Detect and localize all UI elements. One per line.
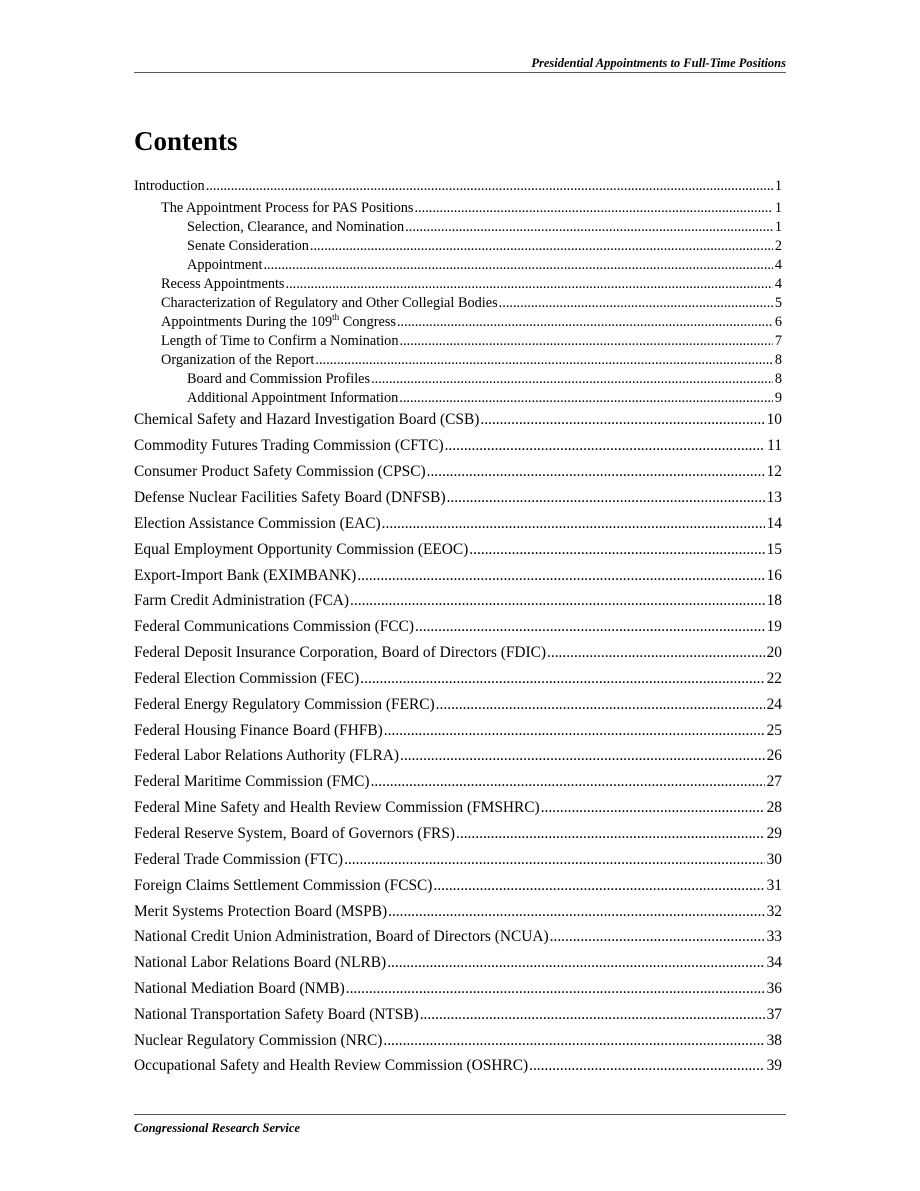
toc-entry-title-text: Congress: [339, 314, 396, 330]
toc-entry-page: 24: [766, 696, 782, 713]
toc-entry-csb[interactable]: [134, 410, 782, 430]
toc-entry-title: Federal Trade Commission (FTC): [134, 851, 344, 868]
toc-entry-title: National Labor Relations Board (NLRB): [134, 954, 387, 971]
toc-entry-frs[interactable]: [134, 824, 782, 844]
toc-entry-ncua[interactable]: [134, 927, 782, 947]
toc-entry-title-text: Appointments During the 109: [161, 314, 333, 330]
toc-entry-ntsb[interactable]: [134, 1005, 782, 1025]
dot-leader: [529, 1056, 765, 1076]
dot-leader: [387, 953, 764, 973]
toc-entry-nrc[interactable]: [134, 1031, 782, 1051]
toc-entry-mspb[interactable]: [134, 902, 782, 922]
dot-leader: [399, 389, 773, 407]
toc-entry-fmc[interactable]: [134, 772, 782, 792]
dot-leader: [456, 824, 765, 844]
dot-leader: [310, 237, 773, 255]
toc-entry-time-to-confirm[interactable]: [161, 332, 782, 350]
toc-entry-additional-info[interactable]: [187, 389, 782, 407]
dot-leader: [371, 772, 765, 792]
dot-leader: [388, 902, 765, 922]
dot-leader: [384, 721, 765, 741]
dot-leader: [469, 540, 764, 560]
toc-entry-cftc[interactable]: [134, 436, 782, 456]
toc-entry-page: 19: [766, 618, 782, 635]
toc-entry-page: 1: [774, 178, 782, 194]
toc-entry-ftc[interactable]: [134, 850, 782, 870]
toc-entry-appointment[interactable]: [187, 256, 782, 274]
toc-entry-ferc[interactable]: [134, 695, 782, 715]
dot-leader: [286, 275, 773, 293]
toc-entry-page: 34: [766, 954, 782, 971]
toc-entry-page: 38: [766, 1032, 782, 1049]
toc-entry-page: 4: [774, 276, 782, 292]
running-footer: Congressional Research Service: [134, 1121, 300, 1135]
toc-entry-page: 28: [766, 799, 782, 816]
toc-entry-title: Organization of the Report: [161, 352, 315, 368]
toc-entry-flra[interactable]: [134, 746, 782, 766]
toc-entry-title: Recess Appointments: [161, 276, 285, 292]
toc-entry-page: 4: [774, 257, 782, 273]
dot-leader: [405, 218, 773, 236]
toc-entry-fhfb[interactable]: [134, 721, 782, 741]
toc-entry-page: 11: [767, 437, 782, 454]
dot-leader: [436, 695, 765, 715]
toc-entry-title: Federal Labor Relations Authority (FLRA): [134, 747, 400, 764]
toc-entry-collegial-bodies[interactable]: [161, 294, 782, 312]
toc-entry-title: Federal Housing Finance Board (FHFB): [134, 722, 383, 739]
toc-entry-eximbank[interactable]: [134, 566, 782, 586]
toc-entry-page: 30: [766, 851, 782, 868]
toc-entry-fmshrc[interactable]: [134, 798, 782, 818]
toc-entry-fca[interactable]: [134, 591, 782, 611]
dot-leader: [382, 514, 765, 534]
toc-entry-page: 10: [766, 411, 782, 428]
toc-entry-page: 8: [774, 352, 782, 368]
toc-entry-title: National Transportation Safety Board (NTSB): [134, 1006, 419, 1023]
dot-leader: [315, 351, 772, 369]
dot-leader: [206, 177, 773, 195]
toc-entry-title: Federal Mine Safety and Health Review Commission (FMSHRC): [134, 799, 540, 816]
toc-entry-page: 6: [774, 314, 782, 330]
toc-entry-page: 1: [774, 219, 782, 235]
dot-leader: [447, 488, 765, 508]
toc-entry-title: Consumer Product Safety Commission (CPSC): [134, 463, 426, 480]
toc-entry-page: 25: [766, 722, 782, 739]
dot-leader: [344, 850, 765, 870]
toc-entry-selection-clearance[interactable]: [187, 218, 782, 236]
toc-entry-title: Federal Reserve System, Board of Governors (FRS): [134, 825, 456, 842]
dot-leader: [433, 876, 764, 896]
toc-entry-title: The Appointment Process for PAS Positions: [161, 200, 414, 216]
ordinal-suffix: th: [332, 312, 340, 322]
toc-entry-page: 27: [766, 773, 782, 790]
toc-entry-page: 15: [766, 541, 782, 558]
toc-entry-page: 13: [766, 489, 782, 506]
toc-entry-title: Length of Time to Confirm a Nomination: [161, 333, 399, 349]
toc-entry-title: Federal Deposit Insurance Corporation, Board of Directors (FDIC): [134, 644, 547, 661]
dot-leader: [350, 591, 765, 611]
toc-entry-title: Export-Import Bank (EXIMBANK): [134, 567, 357, 584]
toc-entry-title: Characterization of Regulatory and Other Collegial Bodies: [161, 295, 498, 311]
dot-leader: [414, 199, 772, 217]
toc-entry-page: 9: [774, 390, 782, 406]
dot-leader: [383, 1031, 764, 1051]
toc-entry-fcsc[interactable]: [134, 876, 782, 896]
toc-entry-title: Foreign Claims Settlement Commission (FCSC): [134, 877, 433, 894]
toc-entry-title: Selection, Clearance, and Nomination: [187, 219, 405, 235]
toc-entry-page: 29: [766, 825, 782, 842]
toc-entry-page: 26: [766, 747, 782, 764]
toc-entry-page: 14: [766, 515, 782, 532]
toc-entry-title: National Mediation Board (NMB): [134, 980, 345, 997]
toc-entry-page: 1: [774, 200, 782, 216]
dot-leader: [415, 617, 765, 637]
toc-entry-fcc[interactable]: [134, 617, 782, 637]
dot-leader: [357, 566, 764, 586]
toc-entry-title: National Credit Union Administration, Board of Directors (NCUA): [134, 928, 549, 945]
toc-entry-appointment-process[interactable]: [161, 199, 782, 217]
toc-entry-title: Commodity Futures Trading Commission (CFTC): [134, 437, 444, 454]
toc-entry-eac[interactable]: [134, 514, 782, 534]
toc-entry-page: 20: [766, 644, 782, 661]
toc-entry-title: Merit Systems Protection Board (MSPB): [134, 903, 388, 920]
dot-leader: [427, 462, 765, 482]
toc-entry-recess-appointments[interactable]: [161, 275, 782, 293]
dot-leader: [397, 313, 773, 331]
toc-entry-title: Equal Employment Opportunity Commission (EEOC): [134, 541, 469, 558]
table-of-contents: [134, 0, 782, 1191]
toc-entry-organization[interactable]: [161, 351, 782, 369]
dot-leader: [499, 294, 773, 312]
toc-entry-oshrc[interactable]: [134, 1056, 782, 1076]
toc-entry-title: [161, 313, 396, 331]
toc-entry-title: Introduction: [134, 178, 205, 194]
toc-entry-board-profiles[interactable]: [187, 370, 782, 388]
toc-entry-title: Chemical Safety and Hazard Investigation Board (CSB): [134, 411, 480, 428]
dot-leader: [263, 256, 772, 274]
toc-entry-109th-congress[interactable]: [161, 313, 782, 331]
toc-entry-senate-consideration[interactable]: [187, 237, 782, 255]
toc-entry-page: 32: [766, 903, 782, 920]
toc-entry-title: Senate Consideration: [187, 238, 309, 254]
toc-entry-page: 18: [766, 592, 782, 609]
toc-entry-eeoc[interactable]: [134, 540, 782, 560]
toc-entry-page: 2: [774, 238, 782, 254]
toc-entry-title: Board and Commission Profiles: [187, 371, 371, 387]
toc-entry-title: Occupational Safety and Health Review Commission (OSHRC): [134, 1057, 529, 1074]
toc-entry-page: 5: [774, 295, 782, 311]
toc-entry-page: 39: [766, 1057, 782, 1074]
dot-leader: [346, 979, 765, 999]
toc-entry-title: Appointment: [187, 257, 263, 273]
toc-entry-page: 36: [766, 980, 782, 997]
toc-entry-title: Farm Credit Administration (FCA): [134, 592, 350, 609]
dot-leader: [399, 332, 772, 350]
dot-leader: [480, 410, 764, 430]
toc-entry-dnfsb[interactable]: [134, 488, 782, 508]
toc-entry-page: 33: [766, 928, 782, 945]
dot-leader: [360, 669, 764, 689]
toc-entry-nmb[interactable]: [134, 979, 782, 999]
toc-entry-introduction[interactable]: [134, 177, 782, 195]
toc-entry-title: Nuclear Regulatory Commission (NRC): [134, 1032, 383, 1049]
dot-leader: [550, 927, 765, 947]
dot-leader: [400, 746, 765, 766]
dot-leader: [420, 1005, 765, 1025]
toc-entry-title: Federal Energy Regulatory Commission (FERC): [134, 696, 435, 713]
toc-entry-title: Election Assistance Commission (EAC): [134, 515, 381, 532]
toc-entry-page: 31: [766, 877, 782, 894]
toc-entry-page: 37: [766, 1006, 782, 1023]
toc-entry-nlrb[interactable]: [134, 953, 782, 973]
dot-leader: [547, 643, 765, 663]
toc-entry-page: 12: [766, 463, 782, 480]
toc-entry-cpsc[interactable]: [134, 462, 782, 482]
toc-entry-page: 8: [774, 371, 782, 387]
dot-leader: [541, 798, 765, 818]
toc-entry-page: 16: [766, 567, 782, 584]
toc-entry-title: Additional Appointment Information: [187, 390, 399, 406]
dot-leader: [371, 370, 773, 388]
toc-entry-page: 22: [766, 670, 782, 687]
toc-entry-title: Federal Election Commission (FEC): [134, 670, 360, 687]
toc-entry-page: 7: [774, 333, 782, 349]
toc-entry-fdic[interactable]: [134, 643, 782, 663]
footer-divider: [134, 1114, 786, 1115]
contents-heading: Contents: [134, 126, 238, 156]
toc-entry-title: Federal Maritime Commission (FMC): [134, 773, 370, 790]
toc-entry-title: Defense Nuclear Facilities Safety Board (DNFSB): [134, 489, 446, 506]
toc-entry-title: Federal Communications Commission (FCC): [134, 618, 415, 635]
dot-leader: [445, 436, 766, 456]
running-header: Presidential Appointments to Full-Time Positions: [531, 56, 786, 70]
toc-entry-fec[interactable]: [134, 669, 782, 689]
